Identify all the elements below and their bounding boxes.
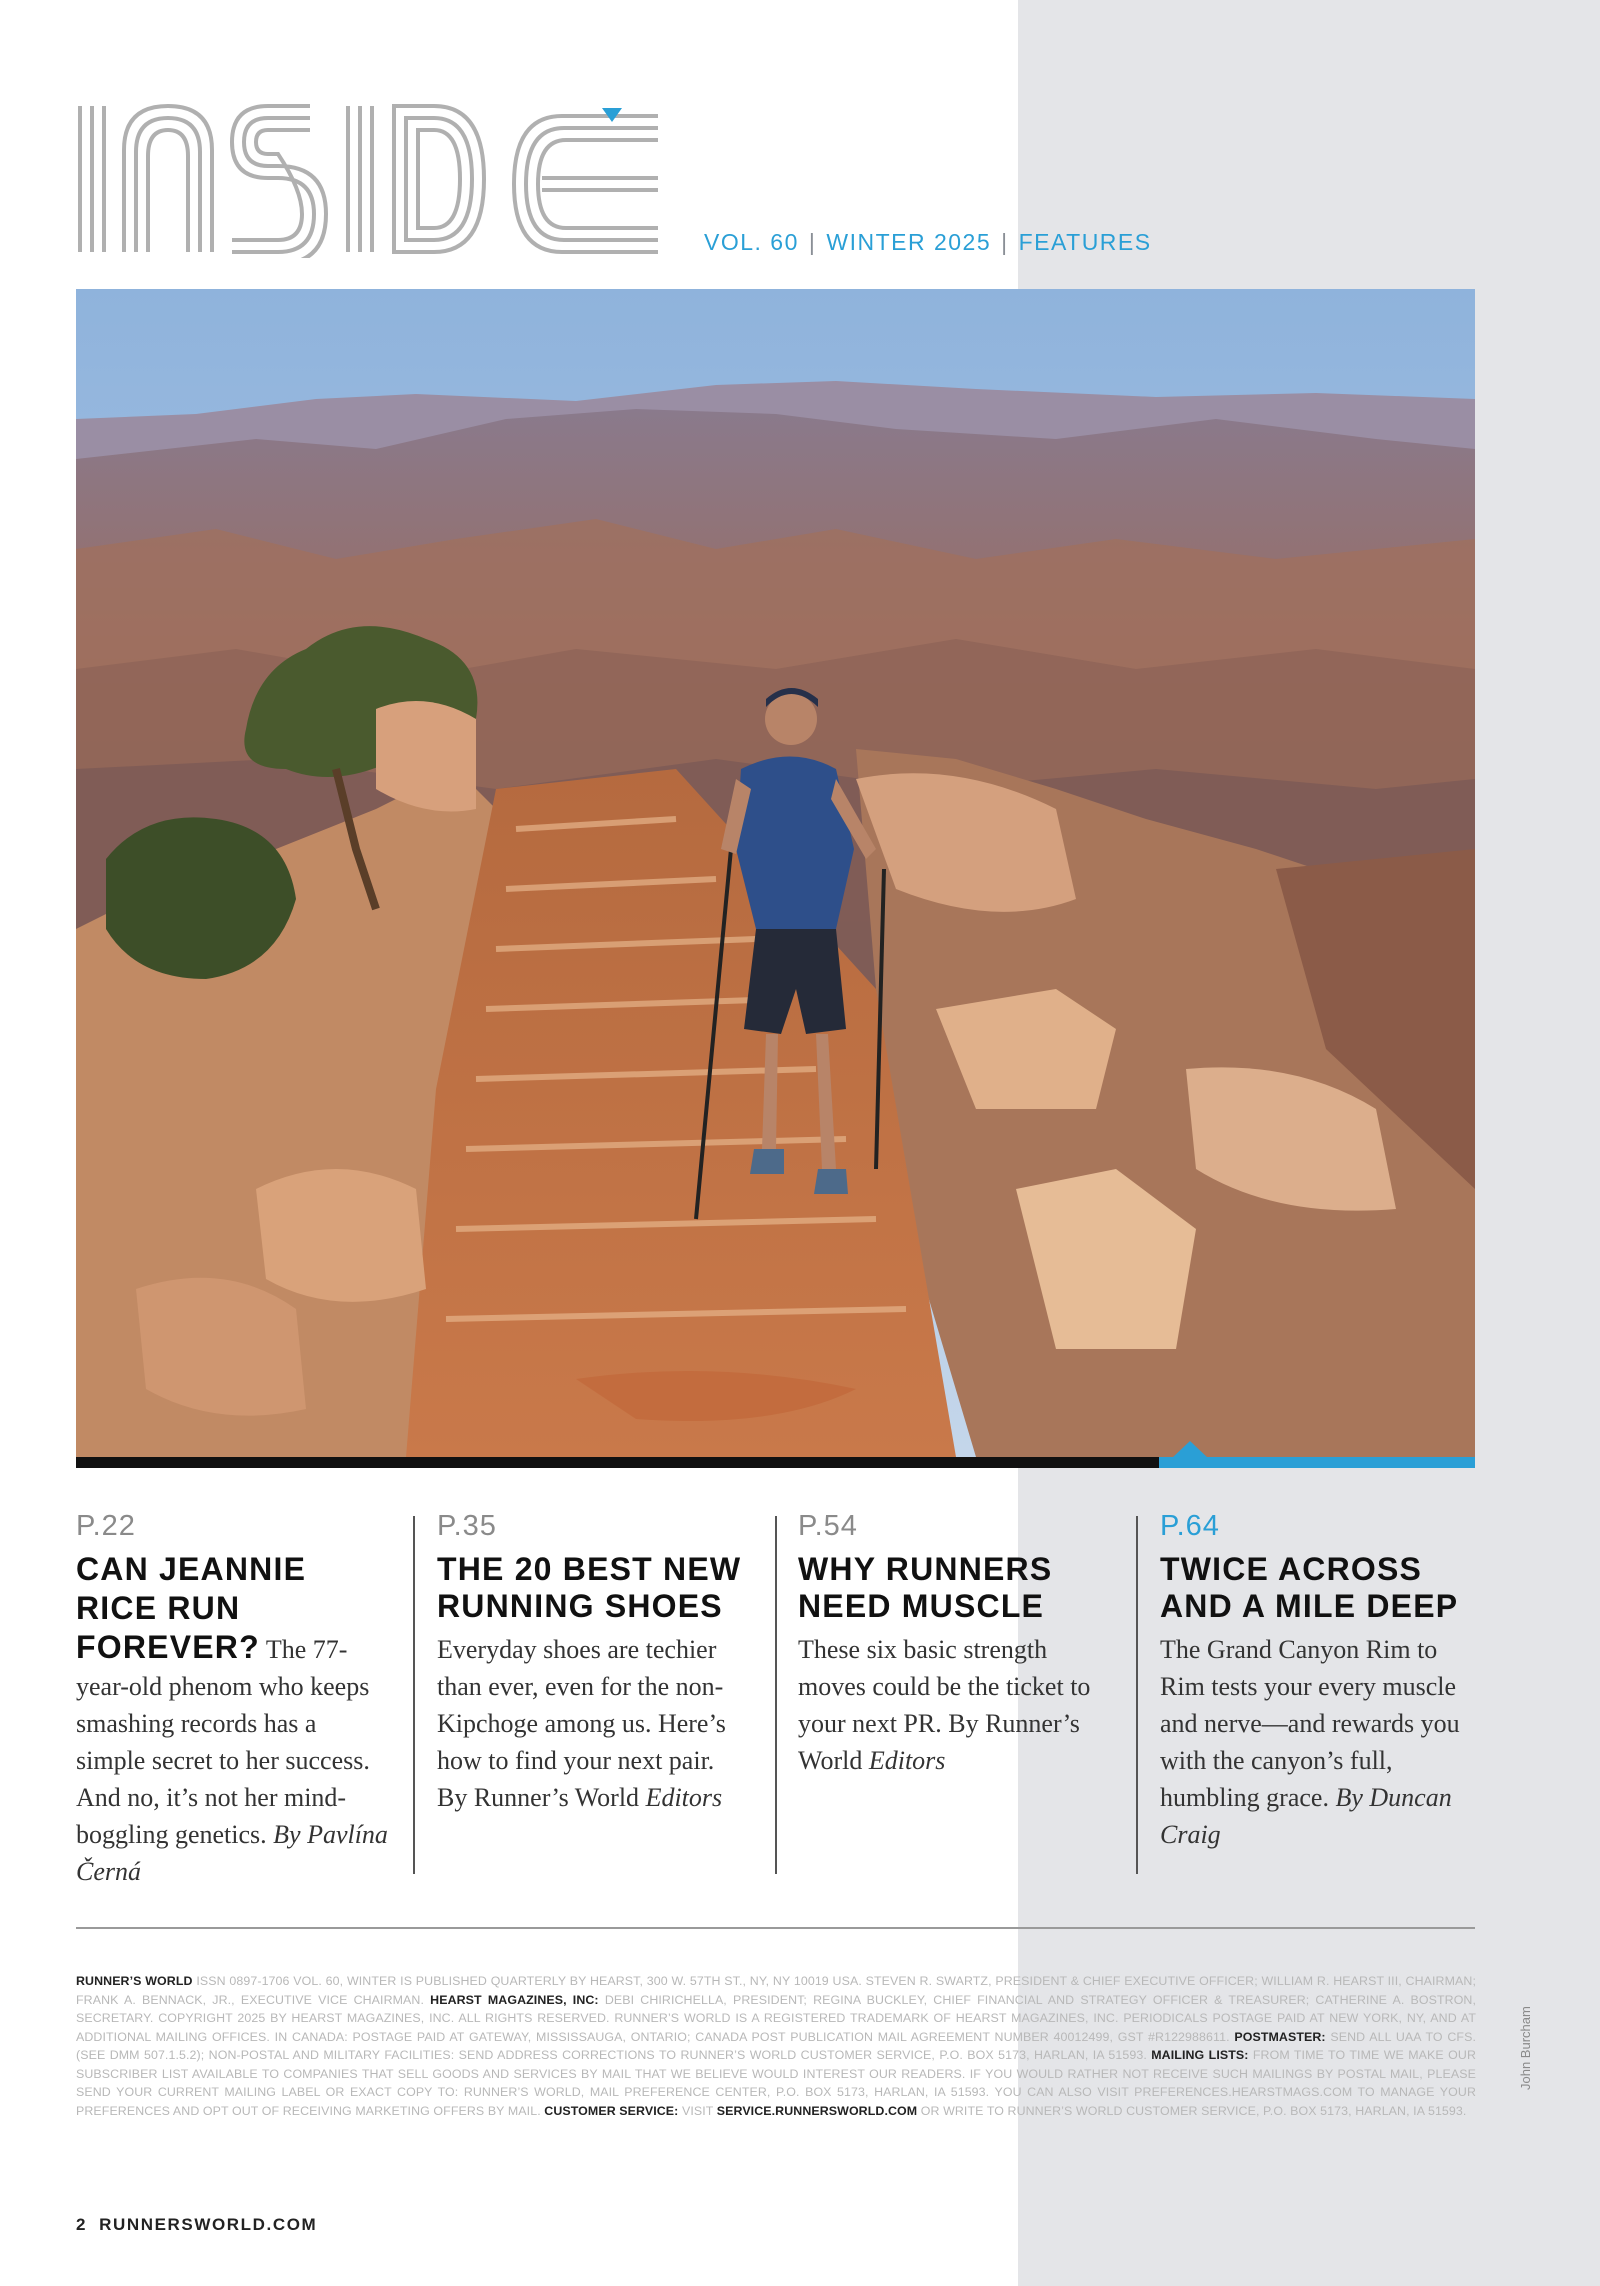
- feature-byline-prefix: By Runner’s World: [798, 1709, 1080, 1775]
- masthead-mailing: MAILING LISTS:: [1151, 2048, 1249, 2062]
- section-label: FEATURES: [1018, 229, 1152, 255]
- feature-3[interactable]: [798, 1510, 1110, 1779]
- logo-letter-e: [514, 116, 658, 252]
- masthead-rule: [76, 1927, 1475, 1929]
- page-folio: [76, 2215, 317, 2235]
- masthead-text-4: FROM TIME TO TIME WE MAKE OUR SUBSCRIBER LIST AVAILABLE TO COMPANIES THAT SELL GOODS AND SERVICES BY MAIL THAT WE BELIEVE WOULD INTEREST OUR READERS. IF YOU WOULD RATHER NOT RECEIVE SUCH MAILINGS BY POSTAL MAIL, PLEASE SEND YOUR CURRENT MAILING LABEL OR EXACT COPY TO: RUNNER’S WORLD, MAIL PREFERENCE CENTER, P.O. BOX 5173, HARLAN, IA 51593. YOU CAN ALSO VISIT PREFERENCES.HEARSTMAGS.COM TO MANAGE YOUR PREFERENCES AND OPT OUT OF RECEIVING MARKETING OFFERS BY MAIL.: [76, 2048, 1476, 2118]
- grand-canyon-photo: [76, 289, 1475, 1457]
- column-divider: [1136, 1516, 1138, 1874]
- logo-letter-d: [394, 106, 484, 252]
- feature-dek-block: [1160, 1631, 1472, 1853]
- feature-byline-editors: Editors: [645, 1783, 723, 1812]
- photo-rule-black: [76, 1457, 1159, 1468]
- logo-letter-n: [124, 106, 212, 252]
- feature-title: THE 20 BEST NEW RUNNING SHOES: [437, 1551, 742, 1624]
- photo-credit: John Burcham: [1518, 2006, 1533, 2090]
- feature-dek: Everyday shoes are techier than ever, even for the non-Kipchoge among us. Here’s how to find your next pair.: [437, 1635, 726, 1775]
- feature-body: [76, 1551, 388, 1890]
- masthead-site-link[interactable]: SERVICE.RUNNERSWORLD.COM: [716, 2103, 918, 2118]
- masthead-text-2: DEBI CHIRICHELLA, PRESIDENT; REGINA BUCKLEY, CHIEF FINANCIAL AND STRATEGY OFFICER & TREASURER; CATHERINE A. BOSTRON, SECRETARY. COPYRIGHT 2025 BY HEARST MAGAZINES, INC. ALL RIGHTS RESERVED. RUNNER’S WORLD IS A REGISTERED TRADEMARK OF HEARST MAGAZINES, INC. PERIODICALS POSTAGE PAID AT NEW YORK, NY, AND AT ADDITIONAL MAILING OFFICES. IN CANADA: POSTAGE PAID AT GATEWAY, MISSISSAUGA, ONTARIO; CANADA POST PUBLICATION MAIL AGREEMENT NUMBER 40012499, GST #R122988611.: [76, 1992, 1477, 2044]
- masthead-postmaster: POSTMASTER:: [1234, 2029, 1326, 2044]
- hero-photo: [76, 289, 1475, 1457]
- issue-meta: [704, 229, 1152, 256]
- logo-letter-i2: [348, 106, 372, 252]
- feature-page-number: P.22: [76, 1510, 136, 1542]
- feature-2[interactable]: [437, 1510, 749, 1816]
- masthead-customer: CUSTOMER SERVICE:: [544, 2103, 679, 2118]
- feature-page-number: P.35: [437, 1510, 497, 1542]
- issue-label: WINTER 2025: [826, 229, 992, 255]
- feature-title: WHY RUNNERS NEED MUSCLE: [798, 1551, 1053, 1624]
- masthead-text-1: ISSN 0897-1706 VOL. 60, WINTER IS PUBLISHED QUARTERLY BY HEARST, 300 W. 57TH ST., NY, NY 10019 USA. STEVEN R. SWARTZ, PRESIDENT & CHIEF EXECUTIVE OFFICER; WILLIAM R. HEARST III, CHAIRMAN; FRANK A. BENNACK, JR., EXECUTIVE VICE CHAIRMAN.: [76, 1974, 1476, 2007]
- feature-byline-editors: Editors: [868, 1746, 946, 1775]
- column-divider: [775, 1516, 777, 1874]
- masthead-text-5: VISIT: [681, 2103, 714, 2118]
- column-divider: [413, 1516, 415, 1874]
- feature-byline: By Duncan Craig: [1160, 1783, 1452, 1849]
- feature-dek-block: [437, 1631, 749, 1816]
- feature-dek: The 77-year-old phenom who keeps smashing records has a simple secret to her success. And no, it’s not her mind-boggling genetics.: [76, 1635, 370, 1849]
- feature-page-number: P.64: [1160, 1510, 1220, 1542]
- feature-dek-block: [798, 1631, 1110, 1779]
- meta-separator: |: [1001, 229, 1009, 255]
- feature-title: TWICE ACROSS AND A MILE DEEP: [1160, 1551, 1459, 1624]
- masthead-text-3: SEND ALL UAA TO CFS. (SEE DMM 507.1.5.2); NON-POSTAL AND MILITARY FACILITIES: SEND ADDRESS CORRECTIONS TO RUNNER’S WORLD CUSTOMER SERVICE, P.O. BOX 5173, HARLAN, IA 51593.: [76, 2029, 1477, 2062]
- volume-label: VOL. 60: [704, 229, 799, 255]
- inside-logo: [72, 100, 662, 258]
- feature-dek: The Grand Canyon Rim to Rim tests your every muscle and nerve—and rewards you with the canyon’s full, humbling grace.: [1160, 1635, 1460, 1812]
- feature-byline: By Pavlína Černá: [76, 1820, 388, 1886]
- page-number: 2: [76, 2215, 88, 2234]
- feature-dek: These six basic strength moves could be the ticket to your next PR.: [798, 1635, 1091, 1738]
- logo-letter-i: [80, 106, 104, 252]
- masthead-text: [76, 1972, 1476, 2120]
- folio-site-link[interactable]: RUNNERSWORLD.COM: [99, 2215, 318, 2234]
- photo-rule-notch: [1172, 1441, 1208, 1458]
- photo-rule-blue: [1159, 1457, 1475, 1468]
- masthead-brand: RUNNER’S WORLD: [76, 1974, 193, 1988]
- feature-1[interactable]: [76, 1510, 388, 1890]
- masthead-text-6: OR WRITE TO RUNNER’S WORLD CUSTOMER SERVICE, P.O. BOX 5173, HARLAN, IA 51593.: [920, 2103, 1467, 2118]
- feature-byline-prefix: By Runner’s World: [437, 1783, 640, 1812]
- feature-title: CAN JEANNIE RICE RUN FOREVER?: [76, 1551, 307, 1665]
- feature-4[interactable]: [1160, 1510, 1472, 1853]
- logo-letter-s: [232, 106, 326, 258]
- meta-separator: |: [808, 229, 817, 255]
- masthead-hearst: HEARST MAGAZINES, INC:: [430, 1992, 599, 2007]
- feature-page-number: P.54: [798, 1510, 858, 1542]
